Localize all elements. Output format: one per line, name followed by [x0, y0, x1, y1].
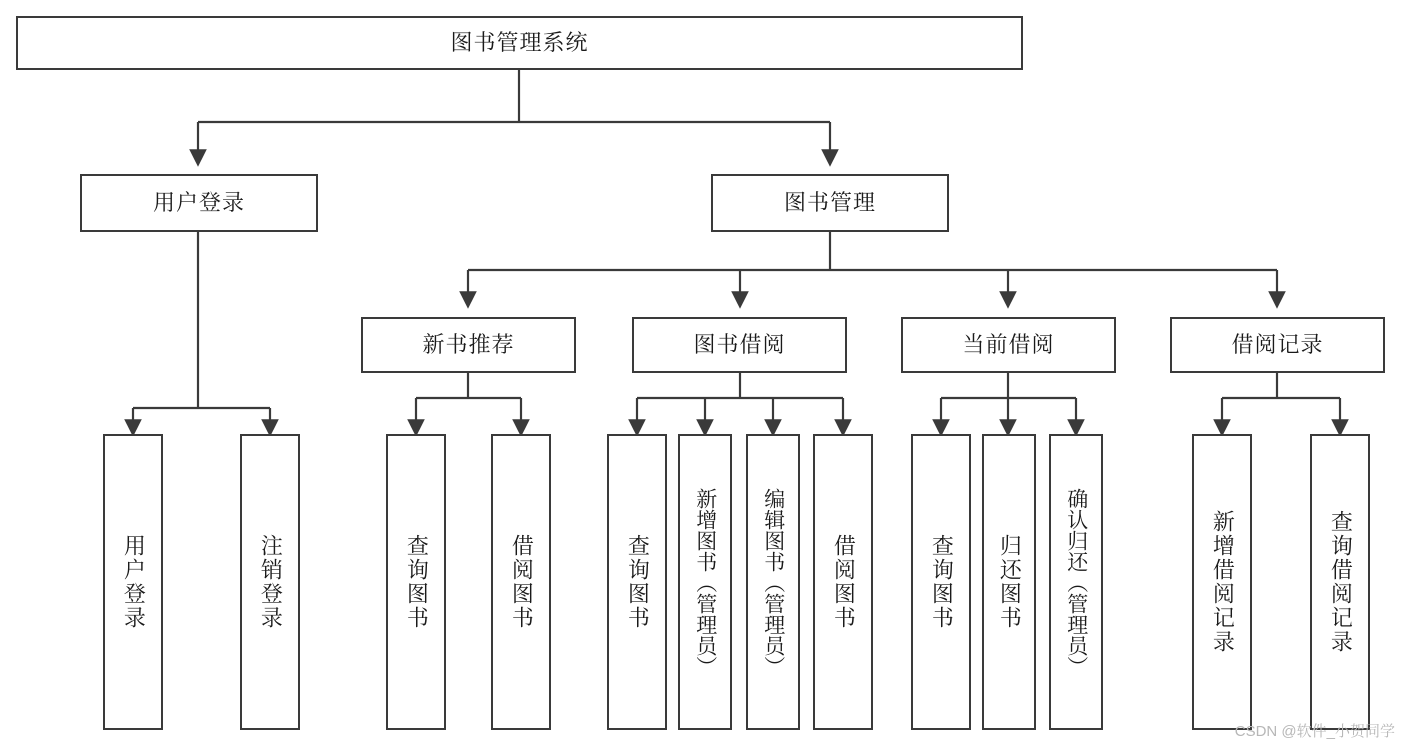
node-label: 确认归还（管理员） [1064, 487, 1088, 677]
node-label: 借阅图书 [831, 534, 857, 630]
leaf-current-borrow-confirm-return[interactable] [1049, 434, 1103, 730]
node-label: 新书推荐 [422, 331, 515, 357]
node-label: 查询图书 [929, 534, 955, 630]
node-label: 编辑图书（管理员） [761, 487, 785, 677]
node-label: 借阅图书 [509, 534, 535, 630]
node-book-management[interactable] [711, 174, 949, 232]
node-label: 注销登录 [258, 534, 284, 630]
leaf-user-login-login[interactable] [103, 434, 163, 730]
leaf-book-borrow-edit[interactable] [746, 434, 800, 730]
node-borrow-record[interactable] [1170, 317, 1385, 373]
leaf-book-borrow-query[interactable] [607, 434, 667, 730]
node-new-book-recommend[interactable] [361, 317, 576, 373]
leaf-book-borrow-add[interactable] [678, 434, 732, 730]
node-label: 新增图书（管理员） [693, 487, 717, 677]
node-label: 新增借阅记录 [1210, 510, 1236, 654]
node-library-management-system[interactable] [16, 16, 1023, 70]
leaf-borrow-record-add[interactable] [1192, 434, 1252, 730]
node-label: 查询借阅记录 [1328, 510, 1354, 654]
node-label: 用户登录 [152, 189, 245, 215]
node-user-login[interactable] [80, 174, 318, 232]
leaf-current-borrow-return[interactable] [982, 434, 1036, 730]
leaf-new-book-borrow[interactable] [491, 434, 551, 730]
leaf-current-borrow-query[interactable] [911, 434, 971, 730]
leaf-new-book-query[interactable] [386, 434, 446, 730]
leaf-borrow-record-query[interactable] [1310, 434, 1370, 730]
node-label: 图书管理系统 [450, 29, 589, 55]
node-label: 图书借阅 [693, 331, 786, 357]
node-label: 用户登录 [121, 534, 147, 630]
leaf-user-login-logout[interactable] [240, 434, 300, 730]
node-label: 查询图书 [404, 534, 430, 630]
node-label: 借阅记录 [1231, 331, 1324, 357]
node-label: 归还图书 [997, 534, 1023, 630]
watermark-text: CSDN @软件_小贺同学 [1234, 723, 1395, 740]
node-label: 查询图书 [625, 534, 651, 630]
node-book-borrow[interactable] [632, 317, 847, 373]
node-label: 图书管理 [783, 189, 876, 215]
node-label: 当前借阅 [962, 331, 1055, 357]
node-current-borrow[interactable] [901, 317, 1116, 373]
leaf-book-borrow-borrow[interactable] [813, 434, 873, 730]
